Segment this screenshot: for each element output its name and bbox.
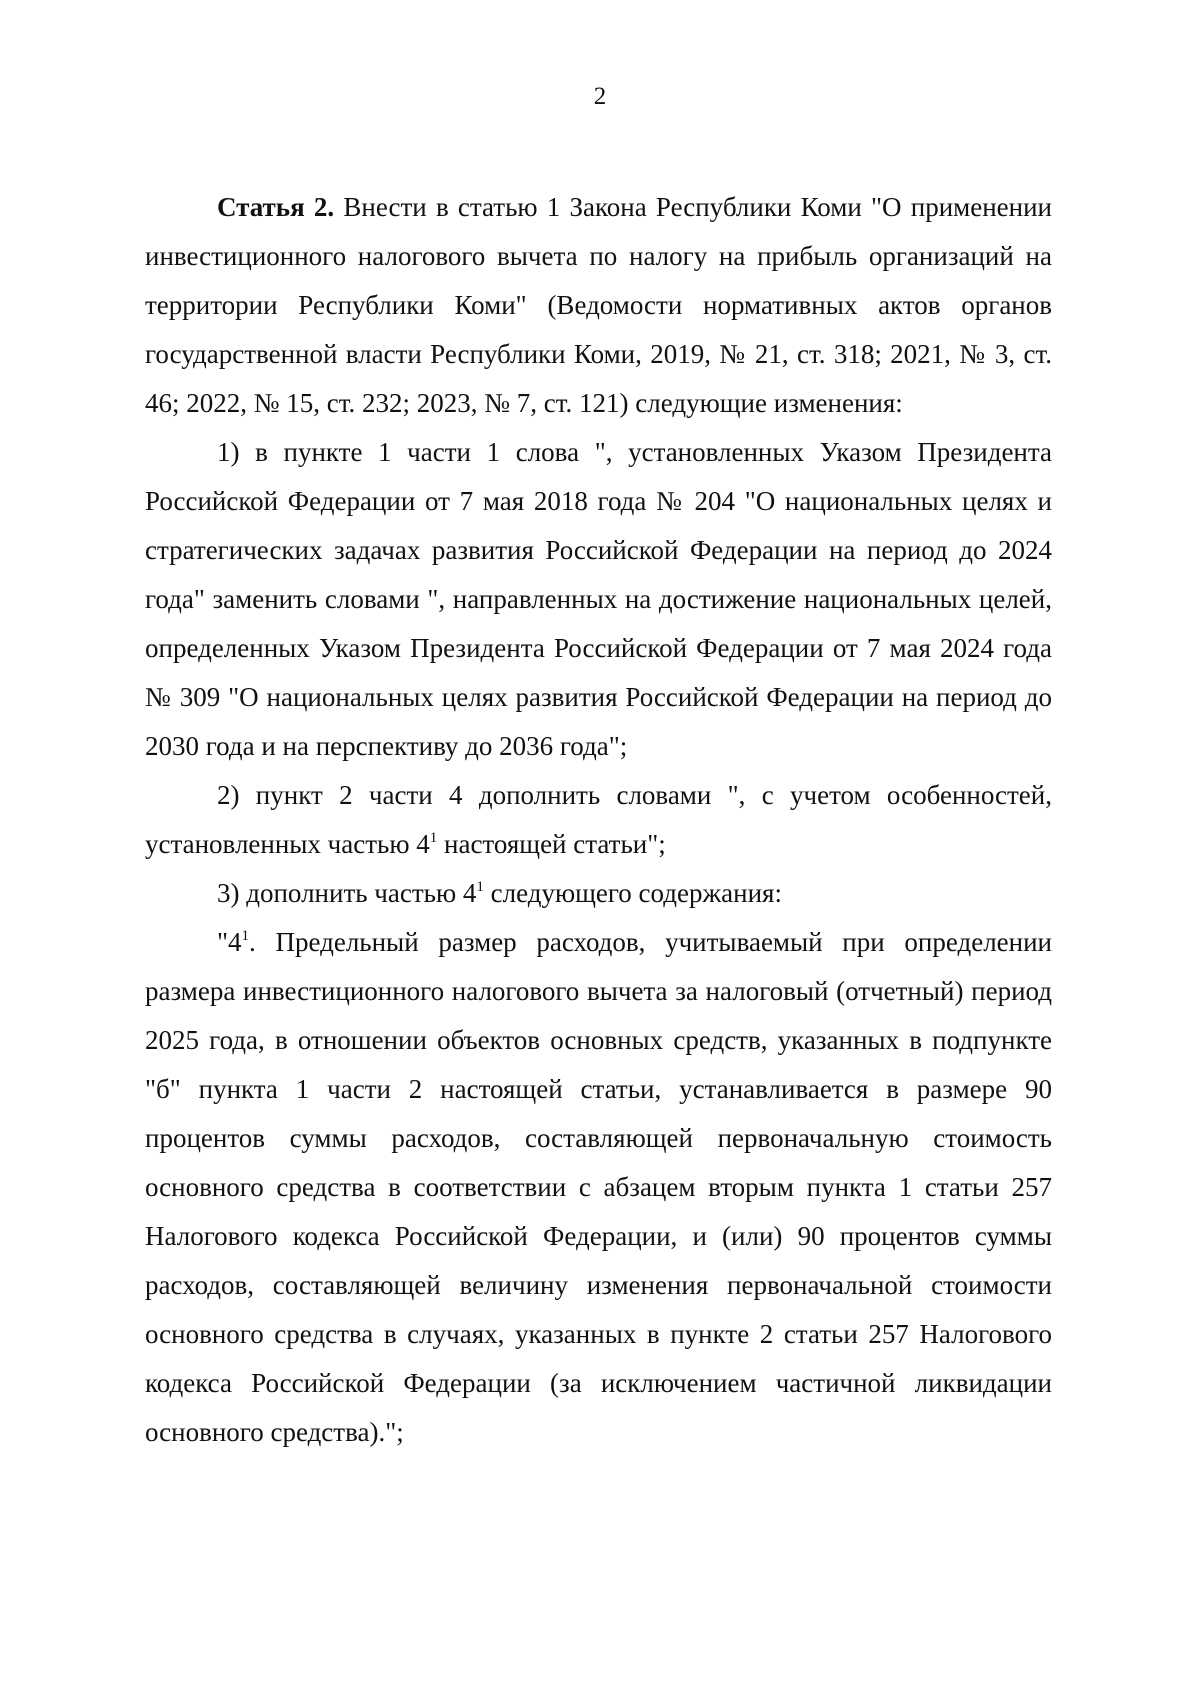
amendment-item-3-text-end: следующего содержания:	[483, 878, 782, 908]
article-paragraph	[145, 183, 1052, 428]
amendment-item-3	[145, 869, 1052, 918]
amendment-item-1	[145, 428, 1052, 771]
article-intro: Внести в статью 1 Закона Республики Коми "О применении инвестиционного налогового вычета по налогу на прибыль организаций на территории Республики Коми" (Ведомости нормативных актов органов государственной власти Республики Коми, 2019, № 21, ст. 318; 2021, № 3, ст. 46; 2022, № 15, ст. 232; 2023, № 7, ст. 121) следующие изменения:	[145, 192, 1052, 418]
page-number: 2	[593, 83, 607, 110]
amendment-item-1-text: 1) в пункте 1 части 1 слова ", установленных Указом Президента Российской Федерации от 7 мая 2018 года № 204 "О национальных целях и стратегических задачах развития Российской Федерации на период до 2024 года" заменить словами ", направленных на достижение национальных целей, определенных Указом Президента Российской Федерации от 7 мая 2024 года № 309 "О национальных целях развития Российской Федерации на период до 2030 года и на перспективу до 2036 года";	[145, 437, 1052, 761]
superscript-1: 1	[429, 830, 438, 846]
new-part-text: . Предельный размер расходов, учитываемый при определении размера инвестиционного налогового вычета за налоговый (отчетный) период 2025 года, в отношении объектов основных средств, указанных в подпункте "б" пункта 1 части 2 настоящей статьи, устанавливается в размере 90 процентов суммы расходов, составляющей первоначальную стоимость основного средства в соответствии с абзацем вторым пункта 1 статьи 257 Налогового кодекса Российской Федерации, и (или) 90 процентов суммы расходов, составляющей величину изменения первоначальной стоимости основного средства в случаях, указанных в пункте 2 статьи 257 Налогового кодекса Российской Федерации (за исключением частичной ликвидации основного средства).";	[145, 927, 1052, 1447]
superscript-1: 1	[241, 928, 250, 944]
new-part-4-1	[145, 918, 1052, 1457]
amendment-item-2-text-start: 2) пункт 2 части 4 дополнить словами ", с учетом особенностей, установленных частью 4	[145, 780, 1052, 859]
article-label: Статья 2.	[217, 192, 335, 222]
document-body	[145, 183, 1052, 1457]
amendment-item-2	[145, 771, 1052, 869]
new-part-number: "4	[217, 927, 242, 957]
amendment-item-3-text-start: 3) дополнить частью 4	[217, 878, 477, 908]
amendment-item-2-text-end: настоящей статьи";	[437, 829, 666, 859]
superscript-1: 1	[476, 879, 484, 895]
